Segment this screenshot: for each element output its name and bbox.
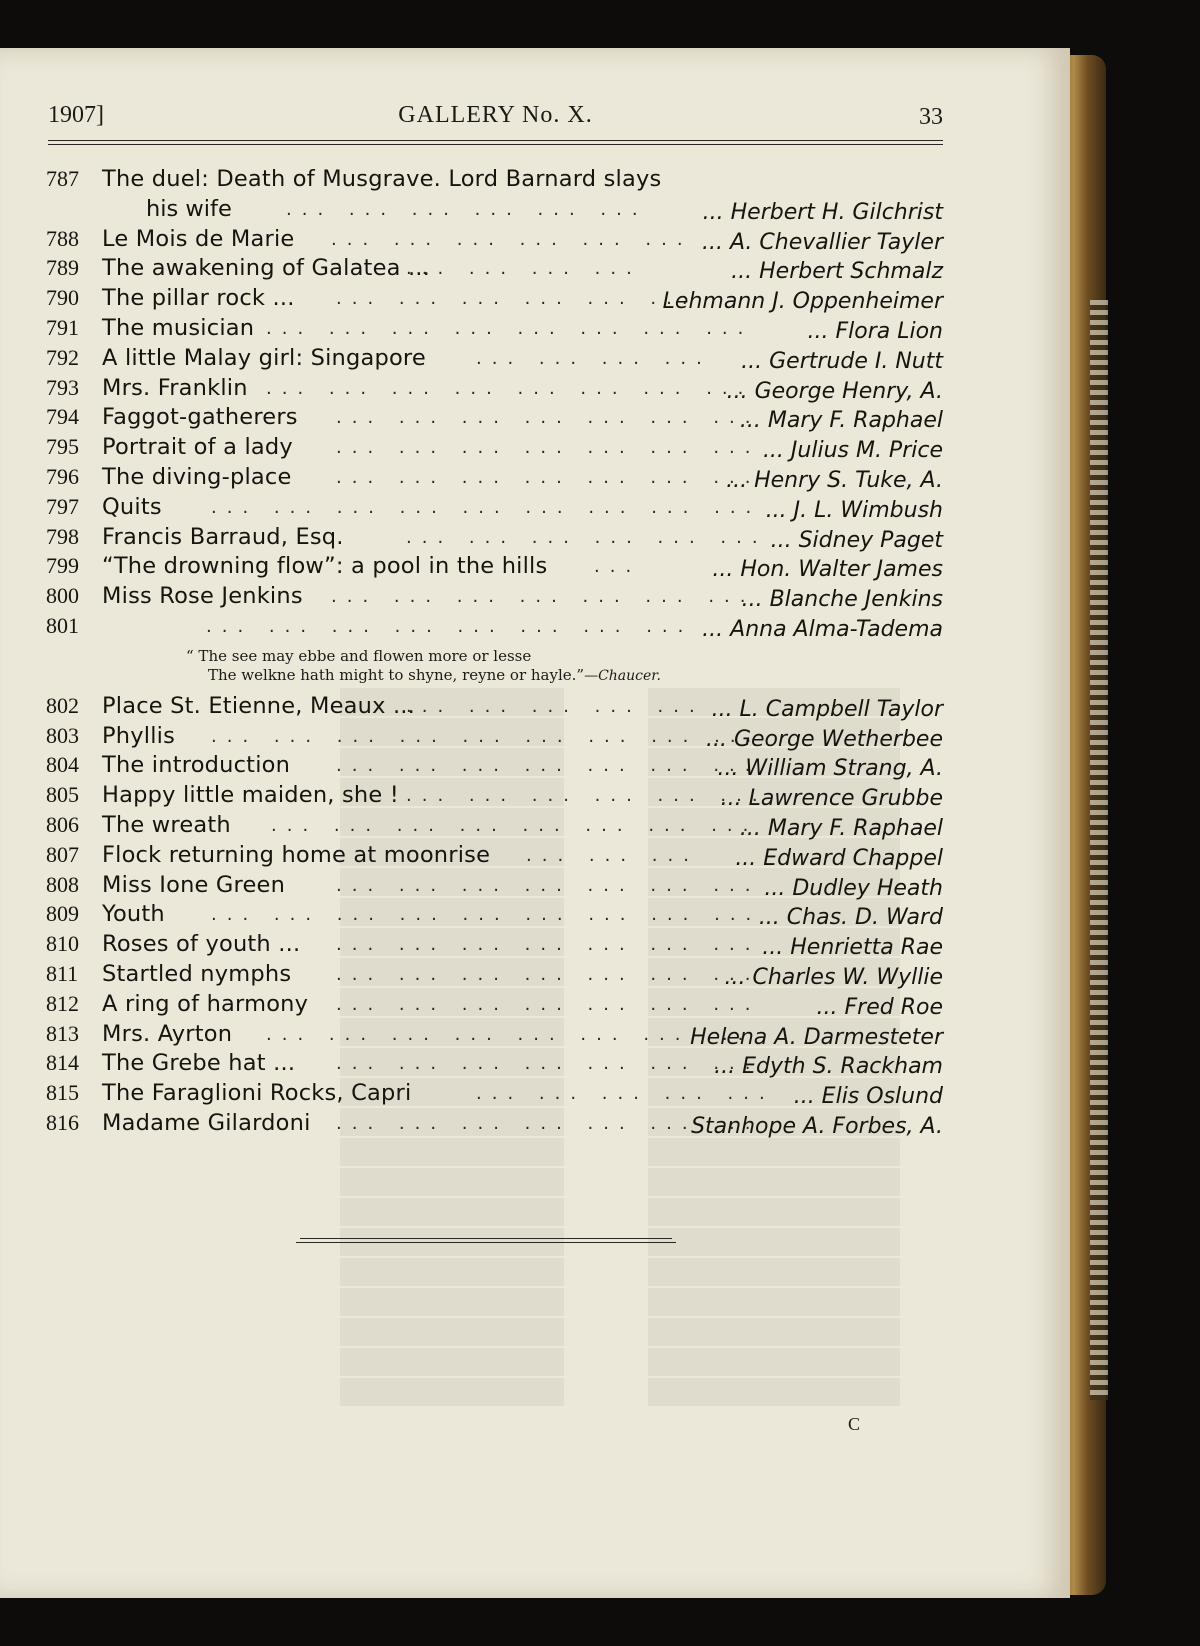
entry-number: 812 (46, 990, 79, 1016)
artist-name: ... Julius M. Price (762, 438, 943, 464)
dot-leaders: ... ... ... ... ... ... ... (336, 755, 761, 777)
catalogue-entry (46, 404, 943, 434)
entry-number: 815 (46, 1080, 79, 1106)
quote-line-2 (186, 666, 943, 686)
artist-name: Lehmann J. Oppenheimer (662, 289, 943, 315)
entry-title: A ring of harmony (102, 990, 309, 1017)
catalogue-entry (46, 464, 943, 494)
dot-leaders: ... ... ... ... ... ... (406, 526, 768, 548)
catalogue-entry (46, 1021, 943, 1051)
dot-leaders: ... ... ... ... ... ... ... (336, 437, 761, 459)
dot-leaders: ... ... ... ... ... ... ... ... (266, 1023, 754, 1045)
catalogue-entry (46, 991, 943, 1021)
artist-name: ... Flora Lion (807, 318, 943, 344)
entry-title: The Grebe hat ... (102, 1050, 296, 1077)
catalogue-entry (46, 1050, 943, 1080)
spine-edge (1090, 300, 1108, 1400)
artist-name: Helena A. Darmesteter (690, 1024, 943, 1050)
catalogue-entry (46, 782, 943, 812)
artist-name: ... Fred Roe (816, 994, 943, 1020)
artist-name: ... Henrietta Rae (762, 935, 943, 961)
entry-number: 788 (46, 225, 79, 251)
entry-title: The duel: Death of Musgrave. Lord Barnard slays (102, 166, 662, 192)
entry-title: Le Mois de Marie (102, 225, 295, 252)
catalogue-entry (46, 434, 943, 464)
entry-number: 810 (46, 931, 79, 957)
entry-number: 806 (46, 811, 79, 837)
dot-leaders: ... ... ... ... ... ... (406, 785, 768, 807)
catalogue-entry (46, 255, 943, 285)
entry-number: 796 (46, 463, 79, 489)
entry-title: The introduction (102, 752, 291, 779)
dot-leaders: ... ... ... ... (406, 258, 642, 280)
artist-name: ... Elis Oslund (793, 1084, 943, 1110)
dot-leaders: ... ... ... ... ... ... ... (336, 1053, 761, 1075)
artist-name: ... Charles W. Wyllie (724, 964, 943, 990)
entry-number: 809 (46, 901, 79, 927)
entry-number: 797 (46, 493, 79, 519)
entry-number: 802 (46, 692, 79, 718)
dot-leaders: ... ... ... ... ... ... ... ... (266, 377, 754, 399)
entry-title: The musician (102, 314, 255, 341)
dot-leaders: ... ... ... ... ... ... ... ... ... (211, 725, 762, 747)
entry-number: 803 (46, 722, 79, 748)
dot-leaders: ... ... ... ... ... ... ... (336, 1112, 761, 1134)
dot-leaders: ... ... ... ... ... ... ... ... ... (211, 904, 762, 926)
entry-title: Quits (102, 493, 162, 520)
artist-name: ... Mary F. Raphael (739, 815, 943, 841)
quote-source: —Chaucer. (584, 667, 661, 684)
entry-title: Miss Ione Green (102, 871, 286, 898)
artist-name: ... Herbert H. Gilchrist (702, 199, 943, 225)
dot-leaders: ... ... ... ... ... ... ... (336, 993, 761, 1015)
entry-number: 798 (46, 523, 79, 549)
entry-title: The Faraglioni Rocks, Capri (102, 1080, 412, 1107)
catalogue-entry (46, 613, 943, 643)
entry-number: 813 (46, 1020, 79, 1046)
dot-leaders: ... ... ... ... ... ... ... ... (266, 317, 754, 339)
artist-name: ... Herbert Schmalz (731, 259, 943, 285)
artist-name: ... L. Campbell Taylor (711, 696, 943, 722)
entry-number: 804 (46, 752, 79, 778)
entry-number: 799 (46, 553, 79, 579)
dot-leaders: ... ... ... ... ... ... (286, 198, 648, 220)
dot-leaders: ... ... ... ... ... (476, 1083, 775, 1105)
footer-rule (300, 1238, 672, 1239)
entry-title: Miss Rose Jenkins (102, 583, 303, 610)
quote-line-1: “ The see may ebbe and flowen more or lesse (186, 646, 532, 665)
dot-leaders: ... ... ... ... ... ... ... ... (206, 615, 694, 637)
catalogue-entry (46, 166, 943, 196)
artist-name: ... Lawrence Grubbe (720, 786, 943, 812)
artist-name: ... Sidney Paget (770, 527, 943, 553)
artist-name: ... George Wetherbee (705, 726, 943, 752)
header-year: 1907] (48, 102, 104, 128)
dot-leaders: ... ... ... ... ... ... ... (336, 934, 761, 956)
header-rule-2 (48, 144, 943, 145)
catalogue-entry (46, 226, 943, 256)
artist-name: Stanhope A. Forbes, A. (691, 1113, 943, 1139)
dot-leaders: ... ... ... ... ... ... ... (336, 963, 761, 985)
dot-leaders: ... ... ... ... ... ... ... (336, 466, 761, 488)
artist-name: ... Anna Alma-Tadema (702, 616, 943, 642)
artist-name: ... Hon. Walter James (712, 557, 943, 583)
catalogue-entry (46, 901, 943, 931)
entry-title: Roses of youth ... (102, 931, 301, 958)
entry-number: 795 (46, 434, 79, 460)
epigraph-quote (186, 643, 943, 693)
signature-mark: C (848, 1414, 861, 1434)
entry-number: 811 (46, 960, 79, 986)
artist-name: ... William Strang, A. (717, 756, 943, 782)
catalogue-entry (46, 345, 943, 375)
catalogue-entry (46, 872, 943, 902)
entry-title: Faggot-gatherers (102, 404, 298, 431)
entry-title: Youth (102, 901, 165, 928)
entry-title: Startled nymphs (102, 960, 292, 987)
entry-number: 792 (46, 344, 79, 370)
catalogue-entry (46, 723, 943, 753)
entry-title: A little Malay girl: Singapore (102, 344, 426, 371)
entry-number: 791 (46, 314, 79, 340)
dot-leaders: ... ... ... ... ... (406, 695, 705, 717)
dot-leaders: ... ... ... ... ... ... ... (331, 586, 756, 608)
catalogue-entry (46, 693, 943, 723)
entry-title: Happy little maiden, she ! (102, 782, 399, 809)
header-rule (48, 140, 943, 141)
catalogue-entry (46, 375, 943, 405)
entry-number: 790 (46, 285, 79, 311)
entry-number: 816 (46, 1109, 79, 1135)
dot-leaders: ... ... ... ... ... ... (336, 288, 698, 310)
dot-leaders: ... ... ... ... ... ... ... (336, 874, 761, 896)
page-title: GALLERY No. X. (398, 102, 593, 128)
entry-number: 794 (46, 404, 79, 430)
entry-title: Place St. Etienne, Meaux ... (102, 692, 416, 719)
catalogue-entry (46, 752, 943, 782)
catalogue-entry (46, 1080, 943, 1110)
entry-number: 814 (46, 1050, 79, 1076)
entry-number: 801 (46, 612, 79, 638)
catalogue-entry (46, 1110, 943, 1140)
artist-name: ... J. L. Wimbush (765, 497, 943, 523)
catalogue-entry (46, 931, 943, 961)
artist-name: ... Edward Chappel (735, 845, 943, 871)
entry-title: Mrs. Ayrton (102, 1020, 233, 1047)
catalogue-entry (46, 285, 943, 315)
quote-line-2-text: The welkne hath might to shyne, reyne or hayle.” (208, 665, 585, 684)
catalogue-list (46, 166, 943, 1140)
entry-title: Phyllis (102, 722, 176, 749)
dot-leaders: ... ... ... (526, 844, 699, 866)
artist-name: ... Henry S. Tuke, A. (726, 467, 943, 493)
dot-leaders: ... (594, 556, 642, 578)
artist-name: ... A. Chevallier Tayler (702, 229, 943, 255)
dot-leaders: ... ... ... ... (476, 347, 712, 369)
dot-leaders: ... ... ... ... ... ... ... (336, 407, 761, 429)
artist-name: ... George Henry, A. (726, 378, 943, 404)
entry-title: Portrait of a lady (102, 434, 293, 461)
entry-title: The pillar rock ... (102, 285, 295, 312)
page-number: 33 (919, 104, 943, 130)
catalogue-entry (46, 583, 943, 613)
entry-number: 807 (46, 841, 79, 867)
entry-title: Mrs. Franklin (102, 374, 248, 401)
entry-number: 800 (46, 583, 79, 609)
catalogue-entry-continued (46, 196, 943, 226)
entry-title: “The drowning flow”: a pool in the hills (102, 553, 548, 580)
book-page (0, 48, 1070, 1598)
entry-number: 808 (46, 871, 79, 897)
entry-number: 789 (46, 255, 79, 281)
entry-title: Madame Gilardoni (102, 1109, 311, 1136)
entry-title: The awakening of Galatea ... (102, 255, 431, 282)
artist-name: ... Gertrude I. Nutt (741, 348, 943, 374)
catalogue-entry (46, 812, 943, 842)
catalogue-entry (46, 961, 943, 991)
dot-leaders: ... ... ... ... ... ... ... ... (271, 814, 759, 836)
entry-title-continuation: his wife (146, 195, 232, 222)
page-header (48, 102, 943, 142)
entry-number: 805 (46, 782, 79, 808)
catalogue-entry (46, 315, 943, 345)
entry-title: The wreath (102, 811, 231, 838)
entry-title: Flock returning home at moonrise (102, 841, 491, 868)
entry-number: 787 (46, 166, 79, 191)
artist-name: ... Chas. D. Ward (758, 905, 943, 931)
artist-name: ... Edyth S. Rackham (714, 1054, 943, 1080)
artist-name: ... Blanche Jenkins (741, 587, 943, 613)
catalogue-entry (46, 842, 943, 872)
catalogue-entry (46, 524, 943, 554)
footer-rule-2 (296, 1242, 676, 1243)
entry-number: 793 (46, 374, 79, 400)
artist-name: ... Dudley Heath (764, 875, 943, 901)
entry-title: Francis Barraud, Esq. (102, 523, 344, 550)
dot-leaders: ... ... ... ... ... ... ... ... ... (211, 496, 762, 518)
dot-leaders: ... ... ... ... ... ... (331, 228, 693, 250)
entry-title: The diving-place (102, 463, 292, 490)
catalogue-entry (46, 494, 943, 524)
catalogue-entry (46, 553, 943, 583)
artist-name: ... Mary F. Raphael (739, 408, 943, 434)
